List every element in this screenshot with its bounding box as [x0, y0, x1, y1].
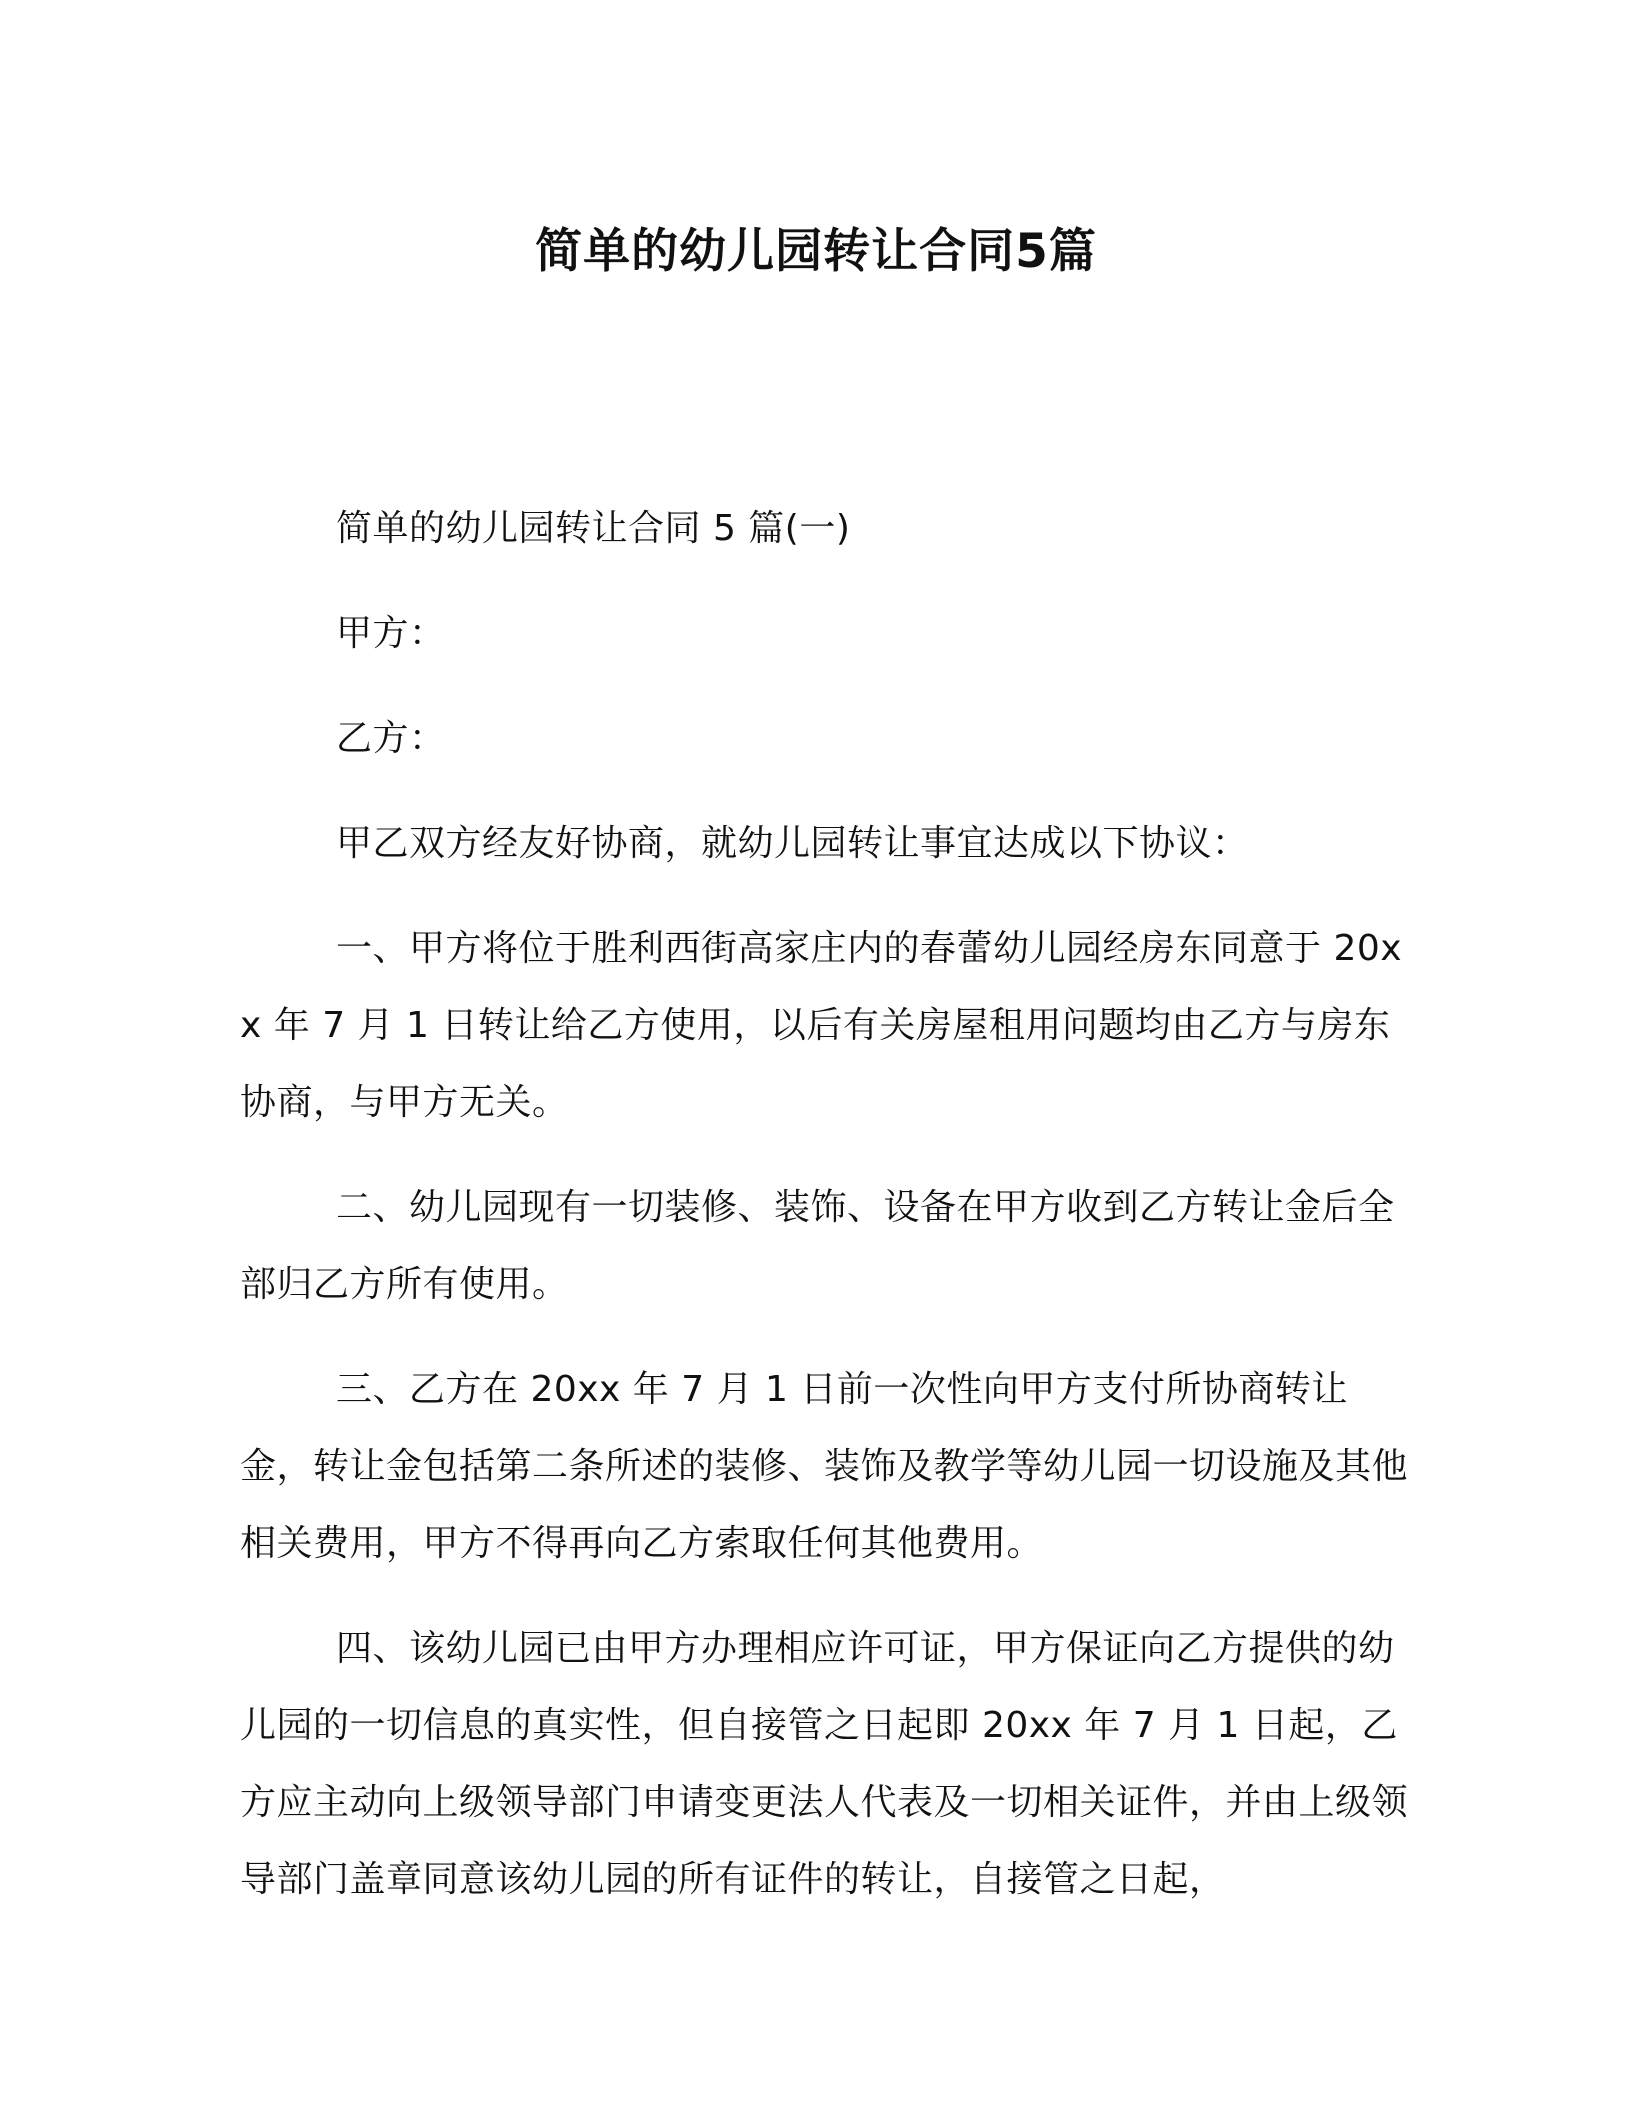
- clause-1: 一、甲方将位于胜利西街高家庄内的春蕾幼儿园经房东同意于 20xx 年 7 月 1 日转让给乙方使用，以后有关房屋租用问题均由乙方与房东协商，与甲方无关。: [240, 928, 1403, 1123]
- party-a-line: 甲方：: [336, 613, 446, 654]
- clause-2: 二、幼儿园现有一切装修、装饰、设备在甲方收到乙方转让金后全部归乙方所有使用。: [240, 1187, 1395, 1305]
- party-b-line: 乙方：: [336, 718, 446, 759]
- clause-3: 三、乙方在 20xx 年 7 月 1 日前一次性向甲方支付所协商转让金，转让金包括第二条所述的装修、装饰及教学等幼儿园一切设施及其他相关费用，甲方不得再向乙方索取任何其他费用。: [240, 1369, 1409, 1564]
- document-body: [240, 490, 1408, 1946]
- agreement-intro: 甲乙双方经友好协商，就幼儿园转让事宜达成以下协议：: [336, 823, 1249, 864]
- document-title: 简单的幼儿园转让合同5篇: [535, 224, 1097, 279]
- clause-4: 四、该幼儿园已由甲方办理相应许可证，甲方保证向乙方提供的幼儿园的一切信息的真实性，但自接管之日起即 20xx 年 7 月 1 日起，乙方应主动向上级领导部门申请变更法人代表及一切相关证件，并由上级领导部门盖章同意该幼儿园的所有证件的转让，自接管之日起，: [240, 1628, 1409, 1900]
- section-heading: 简单的幼儿园转让合同 5 篇(一): [336, 508, 851, 549]
